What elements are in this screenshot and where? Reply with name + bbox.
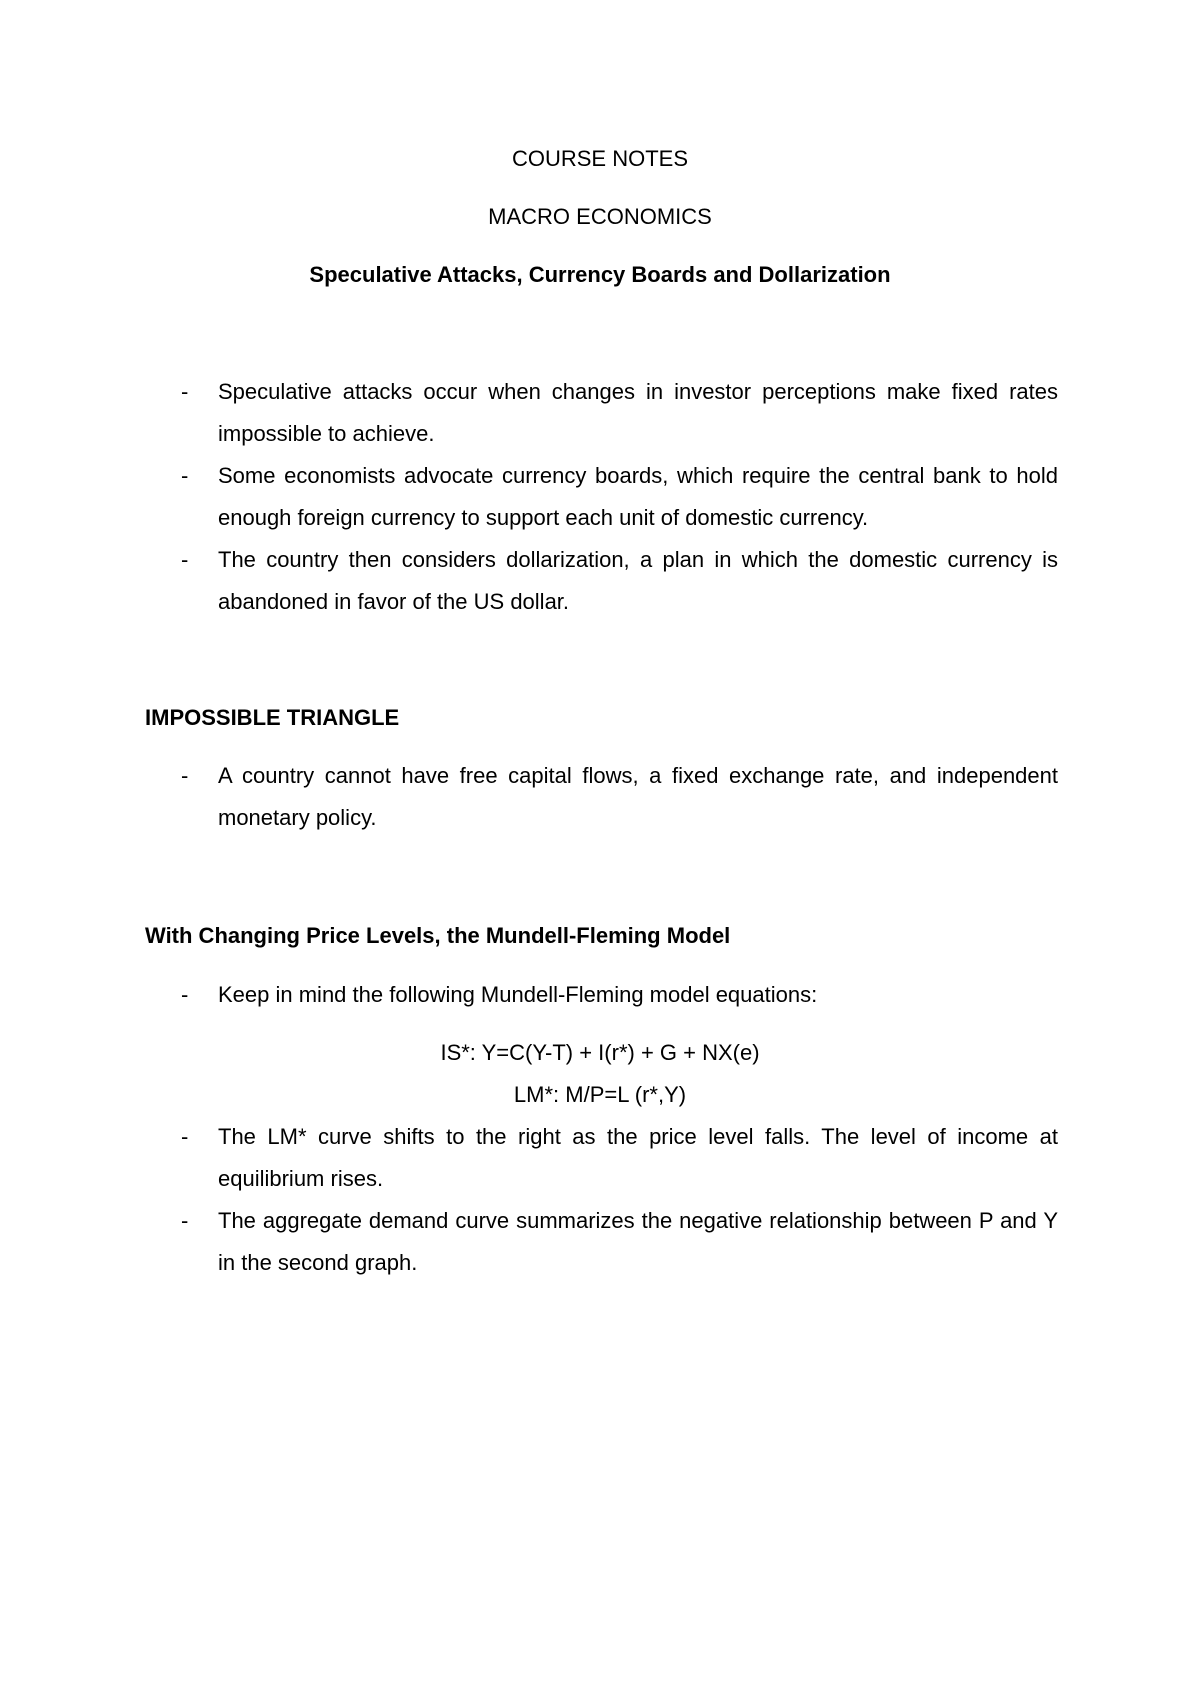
course-notes-label: COURSE NOTES: [511, 146, 689, 171]
bullet-dash: -: [181, 763, 189, 788]
bullet-dash: -: [181, 982, 189, 1007]
bullet-dash: -: [181, 547, 189, 572]
list-item: [145, 455, 1058, 539]
list-item: [145, 974, 1058, 1016]
section-heading: With Changing Price Levels, the Mundell-Fleming Model: [145, 923, 731, 948]
bullet-dash: -: [181, 379, 189, 404]
list-item-text: Some economists advocate currency boards, which require the central bank to hold enough foreign currency to support each unit of domestic currency.: [218, 463, 1058, 530]
list-item-text: Keep in mind the following Mundell-Fleming model equations:: [218, 982, 818, 1007]
list-item: [145, 755, 1058, 839]
list-item: [145, 1200, 1058, 1284]
list-item: [145, 539, 1058, 623]
list-item: [145, 1116, 1058, 1200]
list-item-text: The country then considers dollarization, a plan in which the domestic currency is abandoned in favor of the US dollar.: [218, 547, 1058, 614]
list-item-text: A country cannot have free capital flows, a fixed exchange rate, and independent monetary policy.: [218, 763, 1058, 830]
list-item-text: Speculative attacks occur when changes in investor perceptions make fixed rates impossible to achieve.: [218, 379, 1058, 446]
list-item: [145, 371, 1058, 455]
section-heading: IMPOSSIBLE TRIANGLE: [145, 705, 400, 730]
subject-label: MACRO ECONOMICS: [488, 204, 712, 229]
equation-lm: LM*: M/P=L (r*,Y): [513, 1082, 687, 1107]
bullet-dash: -: [181, 463, 189, 488]
equation-is: IS*: Y=C(Y-T) + I(r*) + G + NX(e): [440, 1040, 760, 1065]
list-item-text: The aggregate demand curve summarizes the negative relationship between P and Y in the second graph.: [218, 1208, 1058, 1275]
bullet-dash: -: [181, 1124, 189, 1149]
document-title: Speculative Attacks, Currency Boards and Dollarization: [309, 262, 891, 287]
list-item-text: The LM* curve shifts to the right as the price level falls. The level of income at equilibrium rises.: [218, 1124, 1058, 1191]
bullet-dash: -: [181, 1208, 189, 1233]
